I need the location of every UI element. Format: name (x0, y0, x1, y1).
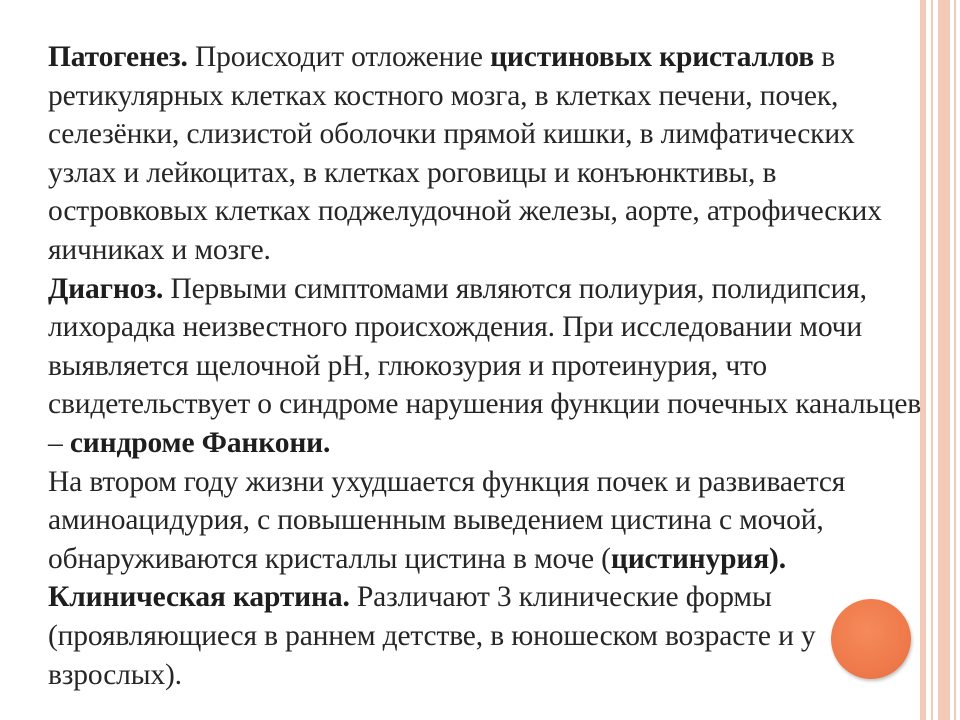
paragraph-diagnosis (48, 270, 928, 463)
second-year-text: На втором году жизни ухудшается функция почек и развивается аминоацидурия, с повышенным выведением цистина с мочой, обнаруживаются кристаллы цистина в моче ( (48, 465, 846, 575)
pathogenesis-text-1: Происходит отложение (187, 41, 491, 73)
pathogenesis-label: Патогенез. (48, 41, 188, 73)
fanconi-syndrome-term: синдроме Фанкони. (69, 426, 331, 459)
decorative-orange-circle (831, 599, 911, 679)
clinical-picture-label: Клиническая картина. (48, 581, 350, 614)
pathogenesis-text-2: в ретикулярных клетках костного мозга, в клетках печени, почек, селезёнки, слизистой оболочки прямой кишки, в лимфатических узлах и лейкоцитах, в клетках роговицы и конъюнктивы, в островковых клетках поджелудочной железы, аорте, атрофических яичниках и мозге. (48, 41, 882, 266)
diagnosis-text: Первыми симптомами являются полиурия, полидипсия, лихорадка неизвестного происхождения. При исследовании мочи выявляется щелочной рН, глюкозурия и протеинурия, что свидетельствует о синдроме нарушения функции почечных канальцев – (48, 272, 922, 459)
paragraph-clinical-picture (48, 578, 928, 694)
slide-body-text (48, 38, 928, 694)
clinical-picture-text: Различают 3 клинические формы (проявляющиеся в раннем детстве, в юношеском возрасте и у взрослых). (48, 581, 816, 691)
cystine-crystals-term: цистиновых кристаллов (490, 41, 815, 73)
cystinuria-term: цистинурия). (610, 542, 786, 575)
paragraph-pathogenesis (48, 38, 928, 270)
diagnosis-label: Диагноз. (48, 272, 164, 305)
paragraph-second-year (48, 463, 928, 579)
